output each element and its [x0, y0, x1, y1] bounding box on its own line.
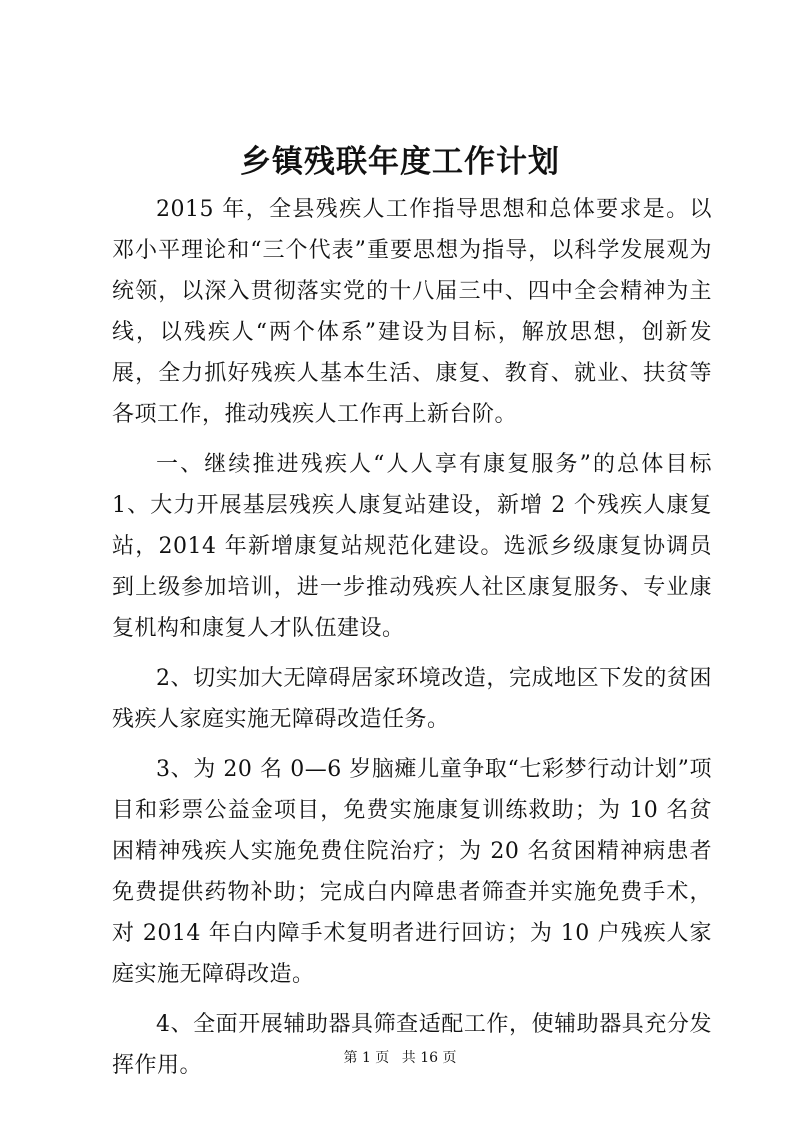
paragraph-item-2: 2、切实加大无障碍居家环境改造，完成地区下发的贫困残疾人家庭实施无障碍改造任务。 [112, 666, 712, 732]
document-body [112, 189, 712, 1095]
paragraph-item-3: 3、为 20 名 0—6 岁脑瘫儿童争取“七彩梦行动计划”项目和彩票公益金项目，免费实施康复训练救助；为 10 名贫困精神残疾人实施免费住院治疗；为 20 名贫困精神病患者免费提供药物补助；完成白内障患者筛查并实施免费手术，对 2014 年白内障手术复明者进行回访；为 10 户残疾人家庭实施无障碍改造。 [112, 757, 712, 987]
paragraph-item-4: 4、全面开展辅助器具筛查适配工作，使辅助器具充分发挥作用。 [112, 1012, 712, 1078]
paragraph-intro: 2015 年，全县残疾人工作指导思想和总体要求是。以邓小平理论和“三个代表”重要思想为指导，以科学发展观为统领，以深入贯彻落实党的十八届三中、四中全会精神为主线，以残疾人“两个体系”建设为目标，解放思想，创新发展，全力抓好残疾人基本生活、康复、教育、就业、扶贫等各项工作，推动残疾人工作再上新台阶。 [112, 197, 712, 427]
page-total: 共 16 页 [401, 1050, 457, 1066]
paragraph-section-1: 一、继续推进残疾人“人人享有康复服务”的总体目标 1、大力开展基层残疾人康复站建设，新增 2 个残疾人康复站，2014 年新增康复站规范化建设。选派乡级康复协调员到上级参加培训，进一步推动残疾人社区康复服务、专业康复机构和康复人才队伍建设。 [112, 452, 712, 641]
page-footer [0, 1048, 800, 1068]
page-number: 第 1 页 [343, 1050, 390, 1066]
document-title: 乡镇残联年度工作计划 [240, 144, 560, 180]
